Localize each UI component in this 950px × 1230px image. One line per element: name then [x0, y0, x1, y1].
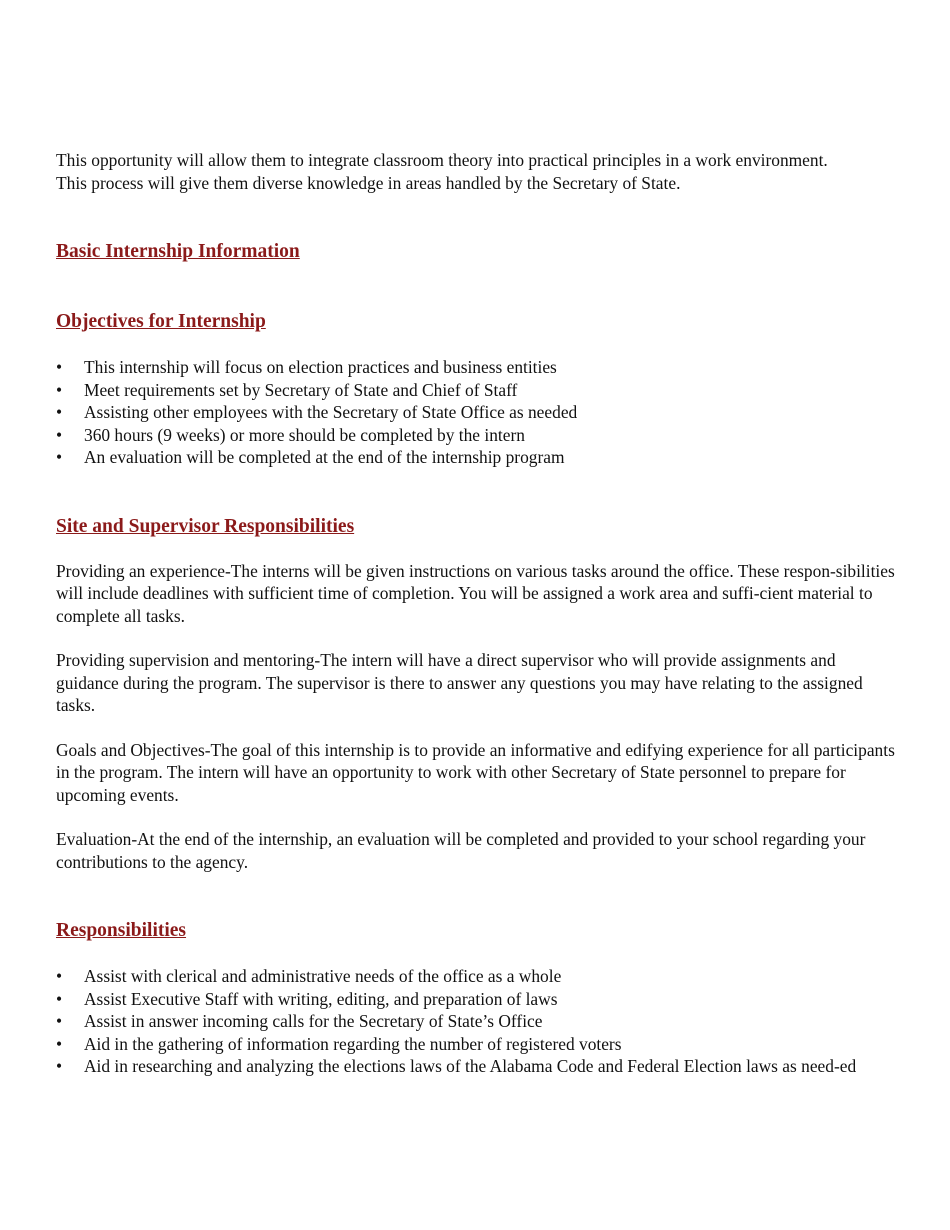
- site-supervisor-paragraph-4: Evaluation-At the end of the internship, an evaluation will be completed and provided to your school regarding your contributions to the agency.: [56, 829, 866, 872]
- bullet-glyph: •: [56, 402, 63, 422]
- list-item: [56, 401, 898, 424]
- responsibilities-list: [56, 965, 898, 1078]
- bullet-glyph: •: [56, 1011, 63, 1031]
- list-item: [56, 965, 898, 988]
- list-item: [56, 988, 898, 1011]
- list-item-text: Assist with clerical and administrative needs of the office as a whole: [84, 966, 562, 986]
- list-item-text: Meet requirements set by Secretary of State and Chief of Staff: [84, 379, 518, 400]
- list-item-text: Aid in the gathering of information regarding the number of registered voters: [84, 1033, 622, 1054]
- document-page: [56, 149, 898, 1078]
- site-supervisor-paragraph-3: Goals and Objectives-The goal of this internship is to provide an informative and edifying experience for all participants in the program. The intern will have an opportunity to work with other Secretary of State personnel to prepare for upcoming events.: [56, 739, 895, 805]
- bullet-glyph: •: [56, 1033, 63, 1054]
- intro-paragraph: [56, 149, 898, 194]
- list-item-text: An evaluation will be completed at the end of the internship program: [84, 447, 565, 467]
- bullet-glyph: •: [56, 1056, 63, 1076]
- list-item: [56, 1055, 898, 1078]
- list-item-text: Assisting other employees with the Secretary of State Office as needed: [84, 402, 578, 422]
- bullet-glyph: •: [56, 379, 63, 400]
- bullet-glyph: •: [56, 357, 63, 377]
- list-item: [56, 446, 898, 469]
- intro-line-1: This opportunity will allow them to integrate classroom theory into practical principles in a work environment.: [56, 150, 828, 170]
- site-supervisor-paragraph-2: Providing supervision and mentoring-The intern will have a direct supervisor who will provide assignments and guidance during the program. The supervisor is there to answer any questions you may have relating to the assigned tasks.: [56, 650, 863, 715]
- bullet-glyph: •: [56, 966, 63, 986]
- list-item: [56, 379, 898, 402]
- list-item: [56, 1010, 898, 1033]
- objectives-heading: Objectives for Internship: [56, 311, 266, 332]
- bullet-glyph: •: [56, 424, 63, 445]
- bullet-glyph: •: [56, 447, 63, 467]
- list-item-text: 360 hours (9 weeks) or more should be completed by the intern: [84, 424, 525, 445]
- list-item: [56, 1033, 898, 1056]
- site-supervisor-heading: Site and Supervisor Responsibilities: [56, 515, 355, 537]
- list-item-text: Assist Executive Staff with writing, editing, and preparation of laws: [84, 988, 558, 1009]
- list-item-text: Aid in researching and analyzing the elections laws of the Alabama Code and Federal Election laws as need-ed: [84, 1056, 857, 1076]
- list-item-text: This internship will focus on election practices and business entities: [84, 357, 557, 377]
- list-item: [56, 424, 898, 447]
- bullet-glyph: •: [56, 988, 63, 1009]
- objectives-list: [56, 356, 898, 469]
- list-item: [56, 356, 898, 379]
- list-item-text: Assist in answer incoming calls for the Secretary of State’s Office: [84, 1011, 543, 1031]
- site-supervisor-paragraph-1: Providing an experience-The interns will be given instructions on various tasks around the office. These respon-sibilities will include deadlines with sufficient time of completion. You will be assigned a work area and suffi-cient material to complete all tasks.: [56, 560, 895, 626]
- basic-info-heading: Basic Internship Information: [56, 241, 300, 262]
- intro-line-2: This process will give them diverse knowledge in areas handled by the Secretary of State.: [56, 172, 681, 193]
- responsibilities-heading: Responsibilities: [56, 920, 187, 941]
